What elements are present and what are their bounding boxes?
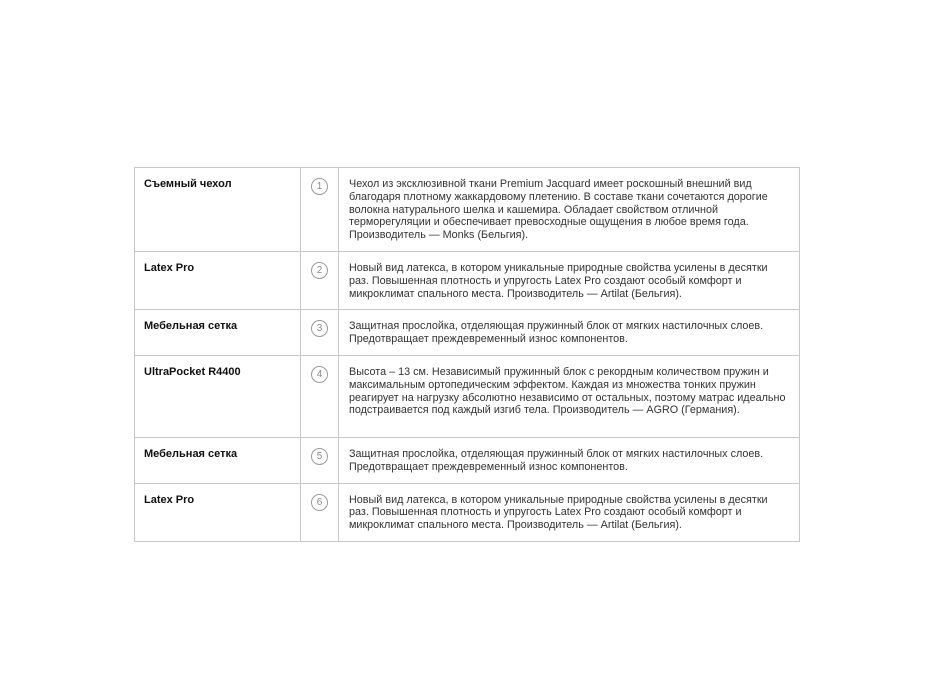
mattress-layers-table [134, 167, 800, 542]
table-row [135, 310, 800, 356]
layer-number-cell [301, 168, 339, 252]
layer-description-cell [339, 437, 800, 483]
layer-description-cell [339, 355, 800, 437]
layer-number-badge: 3 [311, 320, 328, 337]
layer-name: Съемный чехол [144, 178, 232, 190]
layer-name-cell [135, 251, 301, 309]
table-row [135, 251, 800, 309]
table-row [135, 437, 800, 483]
layer-description: Чехол из эксклюзивной ткани Premium Jacquard имеет роскошный внешний вид благодаря плотному жаккардовому плетению. В составе ткани сочетаются дорогие волокна натурального шелка и кашемира. Обладает свойством отличной терморегуляции и обеспечивает превосходные ощущения в любое время года. Производитель — Monks (Бельгия). [349, 178, 768, 242]
layer-number-badge: 4 [311, 366, 328, 383]
layer-name-cell [135, 310, 301, 356]
layer-number-cell [301, 310, 339, 356]
layer-name: Latex Pro [144, 261, 195, 274]
table-row [135, 483, 800, 541]
layer-name-cell [135, 483, 301, 541]
layer-description: Новый вид латекса, в котором уникальные природные свойства усилены в десятки раз. Повышенная плотность и упругость Latex Pro создают особый комфорт и микроклимат спального места. Производитель — Artilat (Бельгия). [349, 261, 768, 300]
layer-number-badge: 1 [311, 178, 328, 195]
layer-name: Latex Pro [144, 493, 195, 506]
layer-name-cell [135, 168, 301, 252]
layer-description-cell [339, 168, 800, 252]
layer-name-cell [135, 355, 301, 437]
layer-description-cell [339, 310, 800, 356]
layer-description-cell [339, 251, 800, 309]
layer-number-badge: 2 [311, 262, 328, 279]
layer-number-cell [301, 251, 339, 309]
layer-description-cell [339, 483, 800, 541]
layer-name: Мебельная сетка [144, 447, 238, 460]
layer-number-badge: 6 [311, 494, 328, 511]
layer-number-cell [301, 483, 339, 541]
layer-name-cell [135, 437, 301, 483]
layer-description: Защитная прослойка, отделяющая пружинный блок от мягких настилочных слоев. Предотвращает преждевременный износ компонентов. [349, 320, 764, 346]
layer-description: Новый вид латекса, в котором уникальные природные свойства усилены в десятки раз. Повышенная плотность и упругость Latex Pro создают особый комфорт и микроклимат спального места. Производитель — Artilat (Бельгия). [349, 493, 768, 532]
layer-number-cell [301, 437, 339, 483]
layer-number-badge: 5 [311, 448, 328, 465]
layer-name: Мебельная сетка [144, 320, 238, 333]
layer-description: Защитная прослойка, отделяющая пружинный блок от мягких настилочных слоев. Предотвращает преждевременный износ компонентов. [349, 447, 764, 473]
layer-name: UltraPocket R4400 [144, 365, 241, 378]
layer-number-cell [301, 355, 339, 437]
layer-description: Высота – 13 см. Независимый пружинный блок с рекордным количеством пружин и максимальным ортопедическим эффектом. Каждая из множества тонких пружин реагирует на нагрузку абсолютно независимо от остальных, поэтому матрас идеально подстраивается под каждый изгиб тела. Производитель — AGRO (Германия). [349, 365, 786, 417]
table-row [135, 355, 800, 437]
table-row [135, 168, 800, 252]
